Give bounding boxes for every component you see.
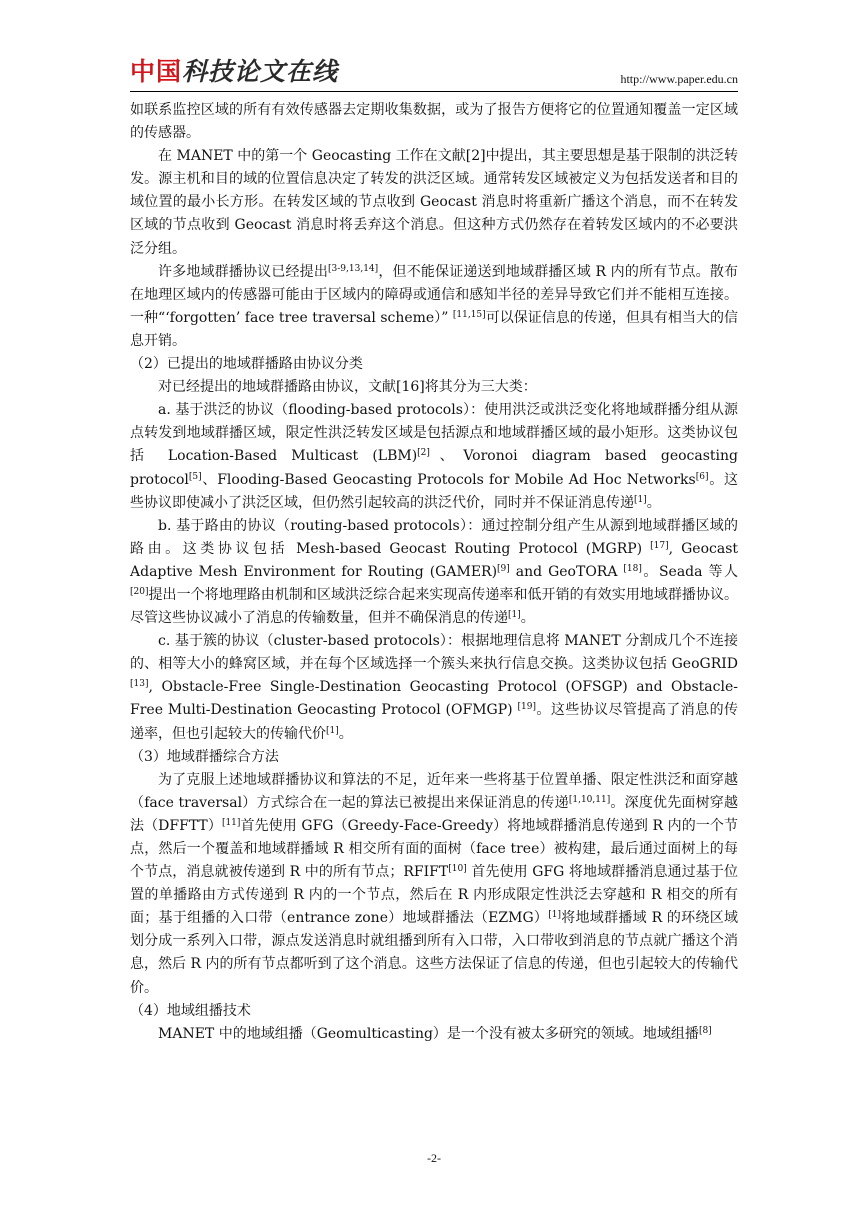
citation: [10]: [448, 864, 467, 875]
citation: [13]: [130, 679, 149, 690]
paragraph-integrated-methods: 为了克服上述地域群播协议和算法的不足，近年来一些将基于位置单播、限定性洪泛和面穿越（face traversal）方式综合在一起的算法已被提出来保证消息的传递[1,10,11]。深度优先面树穿越法（DFFTT）[11]首先使用 GFG（Greedy-Face-Greedy）将地域群播消息传递到 R 内的一个节点，然后一个覆盖和地域群播域 R 相交所有面的面树（face tree）被构建，最后通过面树上的每个节点，消息就被传递到 R 中的所有节点；RFIFT[10] 首先使用 GFG 将地域群播消息通过基于位置的单播路由方式传递到 R 内的一个节点，然后在 R 内形成限定性洪泛去穿越和 R 相交的所有面；基于组播的入口带（entrance zone）地域群播法（EZMG）[1]将地域群播域 R 的环绕区域划分成一系列入口带，源点发送消息时就组播到所有入口带，入口带收到消息的节点就广播这个消息，然后 R 内的所有节点都听到了这个消息。这些方法保证了信息的传递，但也引起较大的传输代价。: [130, 771, 739, 996]
logo-text-dark: 科技论文在线: [182, 57, 339, 86]
citation: [8]: [698, 1025, 712, 1036]
citation: [1]: [326, 725, 339, 736]
section-heading-classification: （2）已提出的地域群播路由协议分类: [130, 356, 363, 373]
citation: [1]: [508, 610, 521, 621]
paragraph-continuation: 如联系监控区域的所有有效传感器去定期收集数据，或为了报告方便将它的位置通知覆盖一定区域的传感器。: [130, 102, 738, 142]
citation: [19]: [517, 702, 536, 713]
citation: [17]: [650, 540, 669, 551]
citation: [1,10,11]: [568, 794, 611, 805]
citation: [11]: [221, 817, 241, 828]
citation: [2]: [417, 448, 430, 459]
section-heading-geomulticasting: （4）地域组播技术: [130, 1002, 251, 1019]
paragraph-protocols-proposed: 许多地域群播协议已经提出[3-9,13,14]，但不能保证递送到地域群播区域 R 内的所有节点。散布在地理区域内的传感器可能由于区域内的障碍或通信和感知半径的差异导致它们并不能相互连接。一种“‘forgotten’ face tree traversal scheme）” [11,15]可以保证信息的传递，但具有相当大的信息开销。: [130, 263, 739, 349]
citation: [11,15]: [452, 309, 486, 320]
paragraph-geocasting-first-work: 在 MANET 中的第一个 Geocasting 工作在文献[2]中提出，其主要思想是基于限制的洪泛转发。源主机和目的域的位置信息决定了转发的洪泛区域。通常转发区域被定义为包括发送者和目的域位置的最小长方形。在转发区域的节点收到 Geocast 消息时将重新广播这个消息，而不在转发区域的节点收到 Geocast 消息时将丢弃这个消息。但这种方式仍然存在着转发区域内的不必要洪泛分组。: [130, 148, 738, 257]
citation: [5]: [188, 471, 202, 482]
journal-logo: [130, 58, 338, 86]
citation: [6]: [695, 471, 709, 482]
citation: [1]: [548, 910, 561, 921]
header-rule: [130, 91, 738, 92]
main-body: [130, 99, 738, 1046]
paragraph-cluster-based: c. 基于簇的协议（cluster-based protocols）：根据地理信息将 MANET 分割成几个不连接的、相等大小的蜂窝区域，并在每个区域选择一个簇头来执行信息交换。这类协议包括 GeoGRID [13], Obstacle-Free Single-Destination Geocasting Protocol (OFSGP) and Obstacle-Free Multi-Destination Geocasting Protocol (OFMGP) [19]。这些协议尽管提高了消息的传递率，但也引起较大的传输代价[1]。: [130, 633, 738, 742]
paragraph-three-categories: 对已经提出的地域群播路由协议，文献[16]将其分为三大类：: [158, 379, 537, 396]
citation: [9]: [497, 563, 510, 574]
citation: [1]: [634, 494, 647, 505]
page-header: [130, 56, 738, 90]
header-url[interactable]: http://www.paper.edu.cn: [620, 72, 738, 86]
paragraph-routing-based: b. 基于路由的协议（routing-based protocols）：通过控制分组产生从源到地域群播区域的路由。这类协议包括 Mesh-based Geocast Routing Protocol (MGRP) [17], Geocast Adaptive Mesh Environment for Routing (GAMER)[9] and GeoTORA [18]。Seada 等人[20]提出一个将地理路由机制和区域洪泛综合起来实现高传递率和低开销的有效实用地域群播协议。尽管这些协议减小了消息的传输数量，但并不确保消息的传递[1]。: [130, 517, 738, 627]
paragraph-geomulticasting: MANET 中的地域组播（Geomulticasting）是一个没有被太多研究的领域。地域组播[8]: [158, 1025, 712, 1042]
citation: [18]: [623, 563, 642, 574]
citation: [3-9,13,14]: [328, 263, 379, 274]
paragraph-flooding-based: a. 基于洪泛的协议（flooding-based protocols）：使用洪泛或洪泛变化将地域群播分组从源点转发到地域群播区域，限定性洪泛转发区域是包括源点和地域群播区域的最小矩形。这类协议包括 Location-Based Multicast (LBM)[2]、Voronoi diagram based geocasting protocol[5]、Flooding-Based Geocasting Protocols for Mobile Ad Hoc Networks[6]。这些协议即使减小了洪泛区域，但仍然引起较高的洪泛代价，同时并不保证消息传递[1]。: [130, 402, 739, 511]
logo-text-red: 中国: [130, 57, 183, 86]
section-heading-integrated-methods: （3）地域群播综合方法: [130, 748, 279, 765]
page-number: -2-: [427, 1151, 441, 1165]
citation: [20]: [130, 586, 149, 597]
